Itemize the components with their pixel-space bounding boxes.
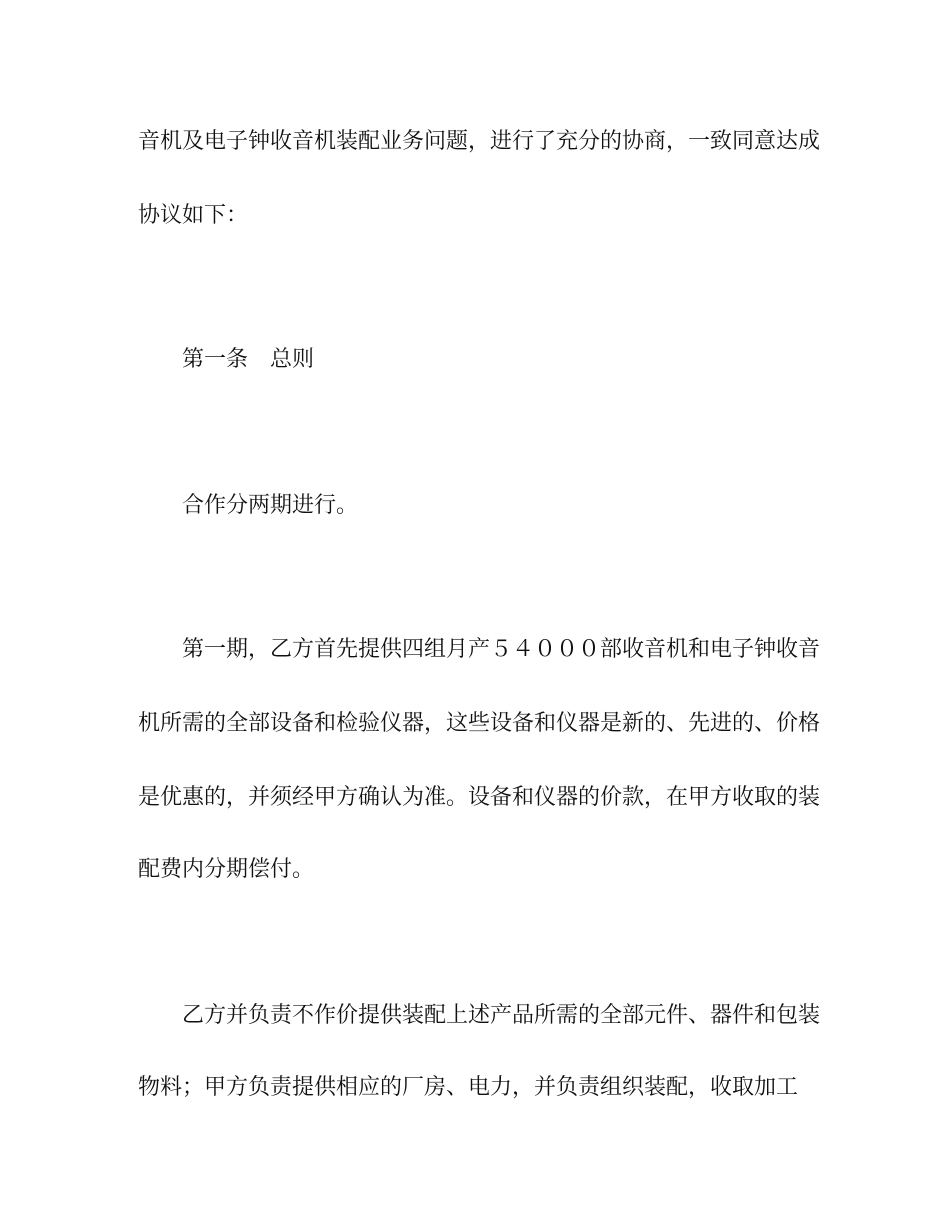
text-line-8: 配费内分期偿付。 [138,857,315,882]
text-line-2: 协议如下： [138,203,249,228]
text-line-10: 物料；甲方负责提供相应的厂房、电力，并负责组织装配，收取加工 [138,1075,799,1100]
text-line-6: 机所需的全部设备和检验仪器，这些设备和仪器是新的、先进的、价格 [138,711,821,736]
article-heading: 第一条 总则 [182,347,315,372]
text-line-5: 第一期，乙方首先提供四组月产５４０００部收音机和电子钟收音 [182,637,821,662]
text-line-9: 乙方并负责不作价提供装配上述产品所需的全部元件、器件和包装 [182,1003,821,1028]
text-line-7: 是优惠的，并须经甲方确认为准。设备和仪器的价款，在甲方收取的装 [138,785,821,810]
text-line-4: 合作分两期进行。 [182,493,359,518]
text-line-1: 音机及电子钟收音机装配业务问题，进行了充分的协商，一致同意达成 [138,129,821,154]
